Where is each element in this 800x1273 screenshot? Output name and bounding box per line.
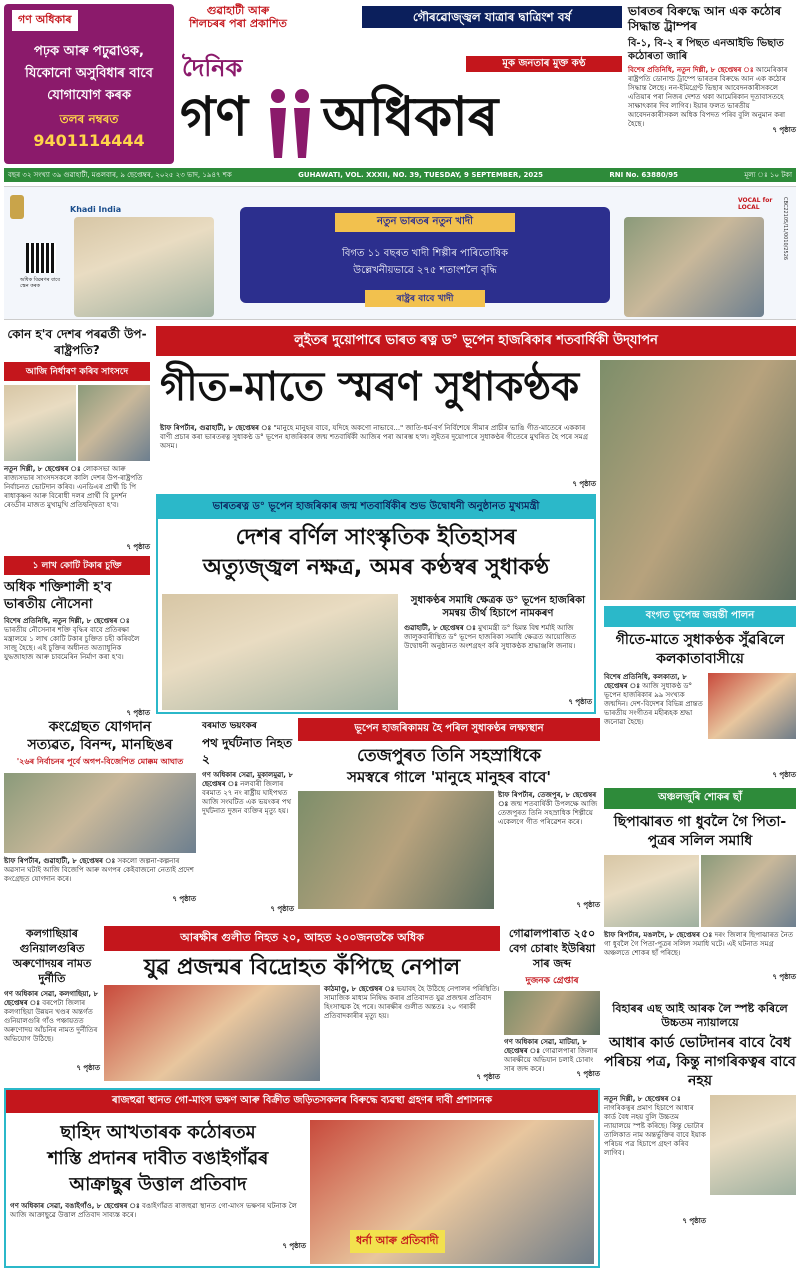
story-body: "মানুহে মানুহৰ বাবে, যদিহে অকণো নাভাবে..." জাতি-ধৰ্ম-বৰ্ণ নিৰ্বিশেষে সীমাৰ প্ৰাচীৰ ভাঙি গীত-মাতেৰে এককাৰ বাণী প্ৰচাৰ কৰা ভাৰতৰত্ন সুধাকণ্ঠ ড° ভূপেন হাজৰিকাৰ জন্ম শতবাৰ্ষিকী আজিৰ পৰা আৰম্ভ হ'ল। লুইতৰ দুয়োপাৰে সুধাকণ্ঠৰ গীতেৰে মুখৰিত হৈ পৰে সমগ্ৰ অসম। [160, 424, 589, 450]
kicker: বৰমাত ভয়ংকৰ [202, 721, 257, 731]
dateline: ষ্টাফ ৰিপৰ্টাৰ, মঙলদৈ, ৮ ছেপ্তেম্বৰ ঃ [604, 931, 713, 939]
promo-box [4, 4, 174, 164]
page-ref: ৭ পৃষ্ঠাত [572, 480, 596, 488]
dateline: ষ্টাফ ৰিপৰ্টাৰ, গুৱাহাটী, ৮ ছেপ্তেম্বৰ ঃ [160, 424, 272, 432]
candidate-photo [78, 385, 150, 461]
emblem-icon [10, 195, 24, 219]
slogan-banner: মূক জনতাৰ মুক্ত কণ্ঠ [466, 56, 622, 72]
tezpur-singers-photo [298, 791, 494, 909]
headline-1: দেশৰ বৰ্ণিল সাংস্কৃতিক ইতিহাসৰ [235, 525, 517, 550]
headline: গীতে-মাতে সুধাকণ্ঠক সুঁৱৰিলে কলকাতাবাসীয়ে [615, 632, 785, 667]
promo-badge: গণ অধিকাৰ [12, 10, 78, 31]
promo-line: যিকোনো অসুবিধাৰ বাবে [25, 66, 153, 81]
qr-caption: অধিক বিৱৰণৰ বাবে স্কেন কৰক [20, 277, 61, 289]
headline: অধিক শক্তিশালী হ'ব ভাৰতীয় নৌসেনা [4, 580, 112, 612]
kicker: ভূপেন হাজৰিকাময় হৈ পৰিল সুধাকণ্ঠৰ লক্ষ্যস্থান [298, 718, 600, 741]
headline: পথ দুৰ্ঘটনাত নিহত ২ [202, 736, 293, 766]
page-ref: ৭ পৃষ্ঠাত [568, 698, 592, 706]
supreme-court-photo [710, 1095, 796, 1195]
dainik-label: দৈনিক [182, 54, 243, 82]
mourning-story [604, 788, 796, 998]
kicker: বংগত ভূপেন্দ্ৰ জয়ন্তী পালন [604, 606, 796, 627]
subhead: বি-১, বি-২ ৰ পিছত এনআইভি ভিছাত কঠোৰতা জাৰি [628, 38, 784, 62]
navy-story [4, 556, 150, 717]
bhupen-body [160, 424, 596, 490]
advert-brand: Khadi India [70, 205, 122, 214]
subhead: সুধাকণ্ঠৰ সমাধি ক্ষেত্ৰক ড° ভূপেন হাজৰিকা সমন্বয় তীৰ্থ হিচাপে নামকৰণ [410, 595, 586, 619]
info-rni: RNI No. 63880/95 [609, 171, 679, 179]
dateline: গণ অধিকাৰ সেৱা, মুকালমুৱা, ৮ ছেপ্তেম্বৰ ঃ [202, 771, 293, 788]
dateline: বিশেষ প্ৰতিনিধি, নতুন দিল্লী, ৮ ছেপ্তেম্বৰ ঃ [628, 66, 754, 74]
dateline: গণ অধিকাৰ সেৱা, কলগাছিয়া, ৮ ছেপ্তেম্বৰ ঃ [4, 990, 99, 1007]
dateline: গুৱাহাটী, ৮ ছেপ্তেম্বৰ ঃ [404, 624, 476, 632]
tezpur-story [298, 718, 600, 922]
publish-note: গুৱাহাটী আৰু শিলচৰৰ পৰা প্ৰকাশিত [189, 4, 287, 30]
seized-fertilizer-photo [504, 991, 600, 1035]
cm-story-box [156, 494, 596, 714]
kicker: বিহাৰৰ এছ আই আৰক লৈ স্পষ্ট কৰিলে উচ্চতম ন্যায়ালয়ে [612, 1002, 788, 1029]
cm-tribute-photo [162, 594, 398, 710]
dateline: গণ অধিকাৰ সেৱা, মাটিয়া, ৮ ছেপ্তেম্বৰ ঃ [504, 1038, 587, 1055]
page-ref: ৭ পৃষ্ঠাত [772, 771, 796, 779]
banner-mid-1: বিগত ১১ বছৰত খাদী শিল্পীৰ পাৰিতোষিক [341, 248, 509, 259]
bongaigaon-protest-photo [310, 1120, 594, 1264]
story-body: বঙাইগাঁৱত ৰাজহুৱা স্থানত গো-মাংস ভক্ষণৰ ঘটনাক লৈ আজি আক্ৰাছুৱে উত্তাল প্ৰতিবাদ সাব্যস্ত কৰে। [10, 1202, 297, 1219]
headline-1: কংগ্ৰেছত যোগদান [48, 719, 152, 735]
dateline: ষ্টাফ ৰিপৰ্টাৰ, তেজপুৰ, ৮ ছেপ্তেম্বৰ ঃ [498, 791, 597, 808]
subhead: দুজনক গ্ৰেপ্তাৰ [525, 976, 579, 986]
statue-photo [600, 360, 796, 600]
headline-2: সত্যৱত, বিনন্দ, মানছিঙৰ [27, 737, 173, 753]
congress-joining-photo [4, 773, 196, 853]
headline: গোৱালপাৰাত ২৫০ বেগ চোৰাং ইউৰিয়া সাৰ জব্দ [508, 927, 596, 970]
nepal-protest-photo [104, 985, 320, 1081]
dateline: বিশেষ প্ৰতিনিধি, নতুন দিল্লী, ৮ ছেপ্তেম্বৰ ঃ [4, 617, 130, 625]
kolkata-story [604, 606, 796, 784]
advert-code: CBC22105/11/0010/2526 [782, 197, 788, 261]
top-right-story [628, 4, 796, 164]
bhupen-kicker: লুইতৰ দুয়োপাৰে ভাৰত ৰত্ন ড° ভূপেন হাজৰিকাৰ শতবাৰ্ষিকী উদ্‌যাপন [156, 326, 796, 356]
nepal-story [104, 926, 500, 1084]
headline-1: ছাহিদ আখতাৰক কঠোৰতম [60, 1122, 256, 1143]
promo-number: 9401114444 [33, 131, 145, 150]
masthead-title-left: গণ [180, 85, 249, 148]
story-body: আজি সুধাকণ্ঠ ড° ভূপেন হাজৰিকাৰ ৯৯ সংখ্যক জন্মদিন। দেশ-বিদেশৰ বিভিন্ন প্ৰান্তত ভাৰতীয় সংগীতৰ মহীৰূহক শ্ৰদ্ধা জনোৱা হৈছে। [604, 682, 703, 726]
story-body: মুখ্যমন্ত্ৰী ড° হিমন্ত বিশ্ব শৰ্মাই আজি জালুকবাৰীস্থিত ড° ভূপেন হাজৰিকা সমাধি ক্ষেত্ৰত আয়োজিত উদ্বোধনী অনুষ্ঠানত অংশগ্ৰহণ কৰি সুধাকণ্ঠক শ্ৰদ্ধাঞ্জলি জনায়। [404, 624, 576, 650]
kicker: আৰক্ষীৰ গুলীত নিহত ২০, আহত ২০০জনতকৈ অধিক [104, 926, 500, 951]
kicker: ৰাজহুৱা স্থানত গো-মাংস ভক্ষণ আৰু বিক্ৰীত জড়িতসকলৰ বিৰুদ্ধে ব্যৱস্থা গ্ৰহণৰ দাবী প্ৰশাসনক [6, 1090, 598, 1113]
kicker: ভাৰতৰত্ন ড° ভূপেন হাজৰিকাৰ জন্ম শতবাৰ্ষিকীৰ শুভ উদ্বোধনী অনুষ্ঠানত মুখ্যমন্ত্ৰী [158, 496, 594, 519]
dateline: বিশেষ প্ৰতিনিধি, কলকাতা, ৮ ছেপ্তেম্বৰ ঃ [604, 673, 687, 690]
page-ref: ৭ পৃষ্ঠাত [126, 709, 150, 717]
headline-3: আক্ৰাছুৰ উত্তাল প্ৰতিবাদ [69, 1174, 247, 1195]
headline: কলগাছিয়াৰ গুনিয়ালগুৰিত অৰুণোদয়ৰ নামত দুৰ্নীতি [12, 927, 92, 985]
page-ref: ৭ পৃষ্ঠাত [576, 901, 600, 909]
info-price: মূল্য ঃ ১০ টকা [744, 171, 792, 179]
story-body: ভাৰতীয় নৌসেনাৰ শক্তি বৃদ্ধিৰ বাবে প্ৰতিৰক্ষা মন্ত্ৰালয়ে ১ লাখ কোটি টকাৰ চুক্তিত চহী কৰিবলৈ সাজু হৈছে। এই চুক্তিৰ অধীনত অত্যাধুনিক যুদ্ধজাহাজ আৰু চাবমেৰিন নিৰ্মাণ কৰা হ'ব। [4, 626, 140, 661]
headline-2: অত্যুজ্জ্বল নক্ষত্ৰ, অমৰ কণ্ঠস্বৰ সুধাকণ্ঠ [202, 555, 550, 580]
kicker: অঞ্চলজুৰি শোকৰ ছাঁ [604, 788, 796, 809]
page-ref: ৭ পৃষ্ঠাত [76, 1064, 100, 1072]
banner-bottom: ৰাষ্ট্ৰৰ বাবে খাদী [365, 290, 485, 307]
child-photo [604, 855, 699, 927]
vocal-label: VOCAL for LOCAL [738, 197, 773, 211]
dateline: নতুন দিল্লী, ৮ ছেপ্তেম্বৰ ঃ [604, 1095, 681, 1103]
accident-story [202, 718, 294, 922]
headline: ভাৰতৰ বিৰুদ্ধে আন এক কঠোৰ সিদ্ধান্ত ট্ৰাম্পৰ [628, 4, 781, 33]
bongaigaon-story-box [4, 1088, 600, 1268]
protest-banner: ধৰ্না আৰু প্ৰতিবাদী [350, 1230, 445, 1253]
goalpara-story [504, 926, 600, 1084]
story-body: আমেৰিকাৰ ৰাষ্ট্ৰপতি ডোনাল্ড ট্ৰাম্পে ভাৰতৰ বিৰুদ্ধে আন এক কঠোৰ সিদ্ধান্ত লৈছে। নন-ইমিগ্ৰেণ্ট ভিছাৰ আবেদনকাৰীসকলে এতিয়াৰ পৰা নিজৰ দেশত থকা আমেৰিকান দূতাবাসতহে সাক্ষাৎকাৰ দিব লাগিব। ইয়াৰ ফলত ভাৰতীয় আবেদনকাৰীসকল অধিক বিপদত পৰিব বুলি অনুমান কৰা হৈছে। [628, 66, 788, 128]
page-ref: ৭ পৃষ্ঠাত [172, 895, 196, 903]
aadhaar-story [604, 1002, 796, 1268]
page-ref: ৭ পৃষ্ঠাত [282, 1242, 306, 1250]
candidate-photo [4, 385, 76, 461]
info-strip [4, 168, 796, 182]
dateline: ষ্টাফ ৰিপৰ্টাৰ, গুৱাহাটী, ৮ ছেপ্তেম্বৰ ঃ [4, 857, 116, 865]
page-ref: ৭ পৃষ্ঠাত [126, 543, 150, 551]
info-left: বছৰ ৩২ সংখ্যা ৩৯ গুৱাহাটী, মঙলবাৰ, ৯ ছেপ্তেম্বৰ, ২০২৫ ২৩ ভাদ, ১৯৪৭ শক [8, 171, 232, 179]
page-ref: ৭ পৃষ্ঠাত [772, 973, 796, 981]
pm-charkha-image [624, 217, 764, 317]
story-body: নাগৰিকত্বৰ প্ৰমাণ হিচাপে আধাৰ কাৰ্ড বৈধ নহয় বুলি উচ্চতম ন্যায়ালয়ে স্পষ্ট কৰিছে। কিন্তু ভোটাৰ তালিকাত নাম অন্তৰ্ভুক্তিৰ বাবে ইয়াক পৰিচয় পত্ৰ হিচাপে গ্ৰহণ কৰিব লাগিব। [604, 1104, 706, 1157]
story-body: জন্ম শতবাৰ্ষিকী উপলক্ষে আজি তেজপুৰত তিনি সহস্ৰাধিক শিল্পীয়ে একেলগে গীত পৰিৱেশন কৰে। [498, 800, 598, 826]
story-body: লোকসভা আৰু ৰাজ্যসভাৰ সাংসদসকলে কালি দেশৰ উপ-ৰাষ্ট্ৰপতি নিৰ্বাচনত ভোটদান কৰিব। এনডিএৰ প্ৰাৰ্থী চি পি ৰাধাকৃষ্ণন আৰু বিৰোধী দলৰ প্ৰাৰ্থী বি চুদৰ্শন ৰেড্ডীৰ মাজত মুখামুখি প্ৰতিদ্বন্দ্বিতা হ'ব। [4, 465, 143, 509]
father-photo [701, 855, 796, 927]
story-body: গোৱালপাৰা জিলাৰ আৰক্ষীয়ে অভিযান চলাই চোৰাং সাৰ জব্দ কৰে। [504, 1047, 598, 1073]
masthead-title-right: অধিকাৰ [322, 85, 499, 148]
banner-top: নতুন ভাৰতৰ নতুন খাদী [335, 213, 515, 232]
headline: আধাৰ কাৰ্ড ভোটদানৰ বাবে বৈধ পৰিচয় পত্ৰ, কিন্তু নাগৰিকত্বৰ বাবে নহয় [604, 1035, 796, 1089]
promo-line: পঢ়ক আৰু পঢ়ুৱাওক, [34, 44, 144, 59]
story-body: ভয়াবহ হৈ উঠিছে নেপালৰ পৰিস্থিতি। সামাজিক মাধ্যম নিষিদ্ধ কৰাৰ প্ৰতিবাদত যুৱ প্ৰজন্মৰ প্ৰতিবাদ হিংসাত্মক হৈ পৰে। আৰক্ষীৰ গুলীত অন্ততঃ ২০ গৰাকী প্ৰতিবাদকাৰীৰ মৃত্যু হয়। [324, 985, 500, 1020]
story-body: বৰপেটা জিলাৰ কলগাছিয়া উন্নয়ন খণ্ডৰ অন্তৰ্গত গুনিয়ালগুৰি গাঁও পঞ্চায়তত অৰুণোদয় আঁচনিৰ নামত দুৰ্নীতিৰ অভিযোগ উঠিছে। [4, 999, 98, 1043]
page-ref: ৭ পৃষ্ঠাত [772, 126, 796, 134]
qr-code-icon [26, 243, 56, 273]
page-ref: ৭ পৃষ্ঠাত [576, 1070, 600, 1078]
info-right: GUHAWATI, VOL. XXXII, NO. 39, TUESDAY, 9 SEPTEMBER, 2025 [298, 171, 544, 179]
vp-story [4, 326, 150, 554]
page-ref: ৭ পৃষ্ঠাত [270, 905, 294, 913]
masthead-logo-icon [260, 84, 320, 160]
dateline: গণ অধিকাৰ সেৱা, বঙাইগাঁও, ৮ ছেপ্তেম্বৰ ঃ [10, 1202, 140, 1210]
headline: যুৱ প্ৰজন্মৰ বিদ্ৰোহত কঁপিছে নেপাল [143, 955, 461, 980]
subhead: আজি নিৰ্ধাৰণ কৰিব সাংসদে [4, 362, 150, 381]
bhupen-headline: গীত-মাতে স্মৰণ সুধাকণ্ঠক [160, 364, 580, 410]
subhead: '২৬ৰ নিৰ্বাচনৰ পূৰ্বে অগপ-বিজেপিত মোক্কম আঘাত [16, 757, 184, 766]
kicker: ১ লাখ কোটি টকাৰ চুক্তি [4, 556, 150, 575]
jubilee-banner: গৌৰৱোজ্জ্বল যাত্ৰাৰ দ্বাত্ৰিংশ বৰ্ষ [362, 6, 622, 28]
congress-story [4, 718, 196, 922]
bhupen-portrait [708, 673, 796, 739]
headline-1: তেজপুৰত তিনি সহস্ৰাধিকে [356, 746, 541, 766]
dateline: কাঠমাণ্ডু, ৮ ছেপ্তেম্বৰ ঃ [324, 985, 395, 993]
story-body: নলবাৰী জিলাৰ বৰমাত ২৭ নং ৰাষ্ট্ৰীয় ঘাইপথত আজি সংঘটিত এক ভয়ংকৰ পথ দুৰ্ঘটনাত দুজন ব্যক্তিৰ মৃত্যু হয়। [202, 780, 292, 815]
khadi-advert [4, 186, 796, 320]
kalgachia-story [4, 926, 100, 1084]
advert-banner [240, 207, 610, 303]
banner-mid-2: উল্লেখনীয়ভাৱে ২৭৫ শতাংশলৈ বৃদ্ধি [353, 265, 497, 276]
promo-line: যোগাযোগ কৰক [47, 88, 131, 103]
headline-2: সমস্বৰে গালে 'মানুহে মানুহৰ বাবে' [347, 768, 551, 786]
dateline: নতুন দিল্লী, ৮ ছেপ্তেম্বৰ ঃ [4, 465, 81, 473]
page-ref: ৭ পৃষ্ঠাত [682, 1217, 706, 1225]
promo-number-label: তলৰ নম্বৰত [59, 112, 119, 126]
page-ref: ৭ পৃষ্ঠাত [476, 1073, 500, 1081]
headline: ছিপাঝাৰত গা ধুবলৈ গৈ পিতা-পুত্ৰৰ সলিল সমাধি [613, 814, 787, 849]
headline: কোন হ'ব দেশৰ পৰৱৰ্তী উপ-ৰাষ্ট্ৰপতি? [7, 327, 147, 357]
gandhi-charkha-image [74, 217, 214, 317]
story-body: দৰং জিলাৰ ছিপাঝাৰত নৈত গা ধুবলৈ গৈ পিতা-পুত্ৰৰ সলিল সমাধি ঘটে। এই ঘটনাত সমগ্ৰ অঞ্চলতে শোকৰ ছাঁ পৰিছে। [604, 931, 794, 957]
story-body: সকলো জল্পনা-কল্পনাৰ অৱসান ঘটাই আজি বিজেপি আৰু অগপৰ কেইবাজনো নেতাই প্ৰদেশ কংগ্ৰেছত যোগদান কৰে। [4, 857, 194, 883]
headline-2: শাস্তি প্ৰদানৰ দাবীত বঙাইগাঁৱৰ [47, 1148, 269, 1169]
